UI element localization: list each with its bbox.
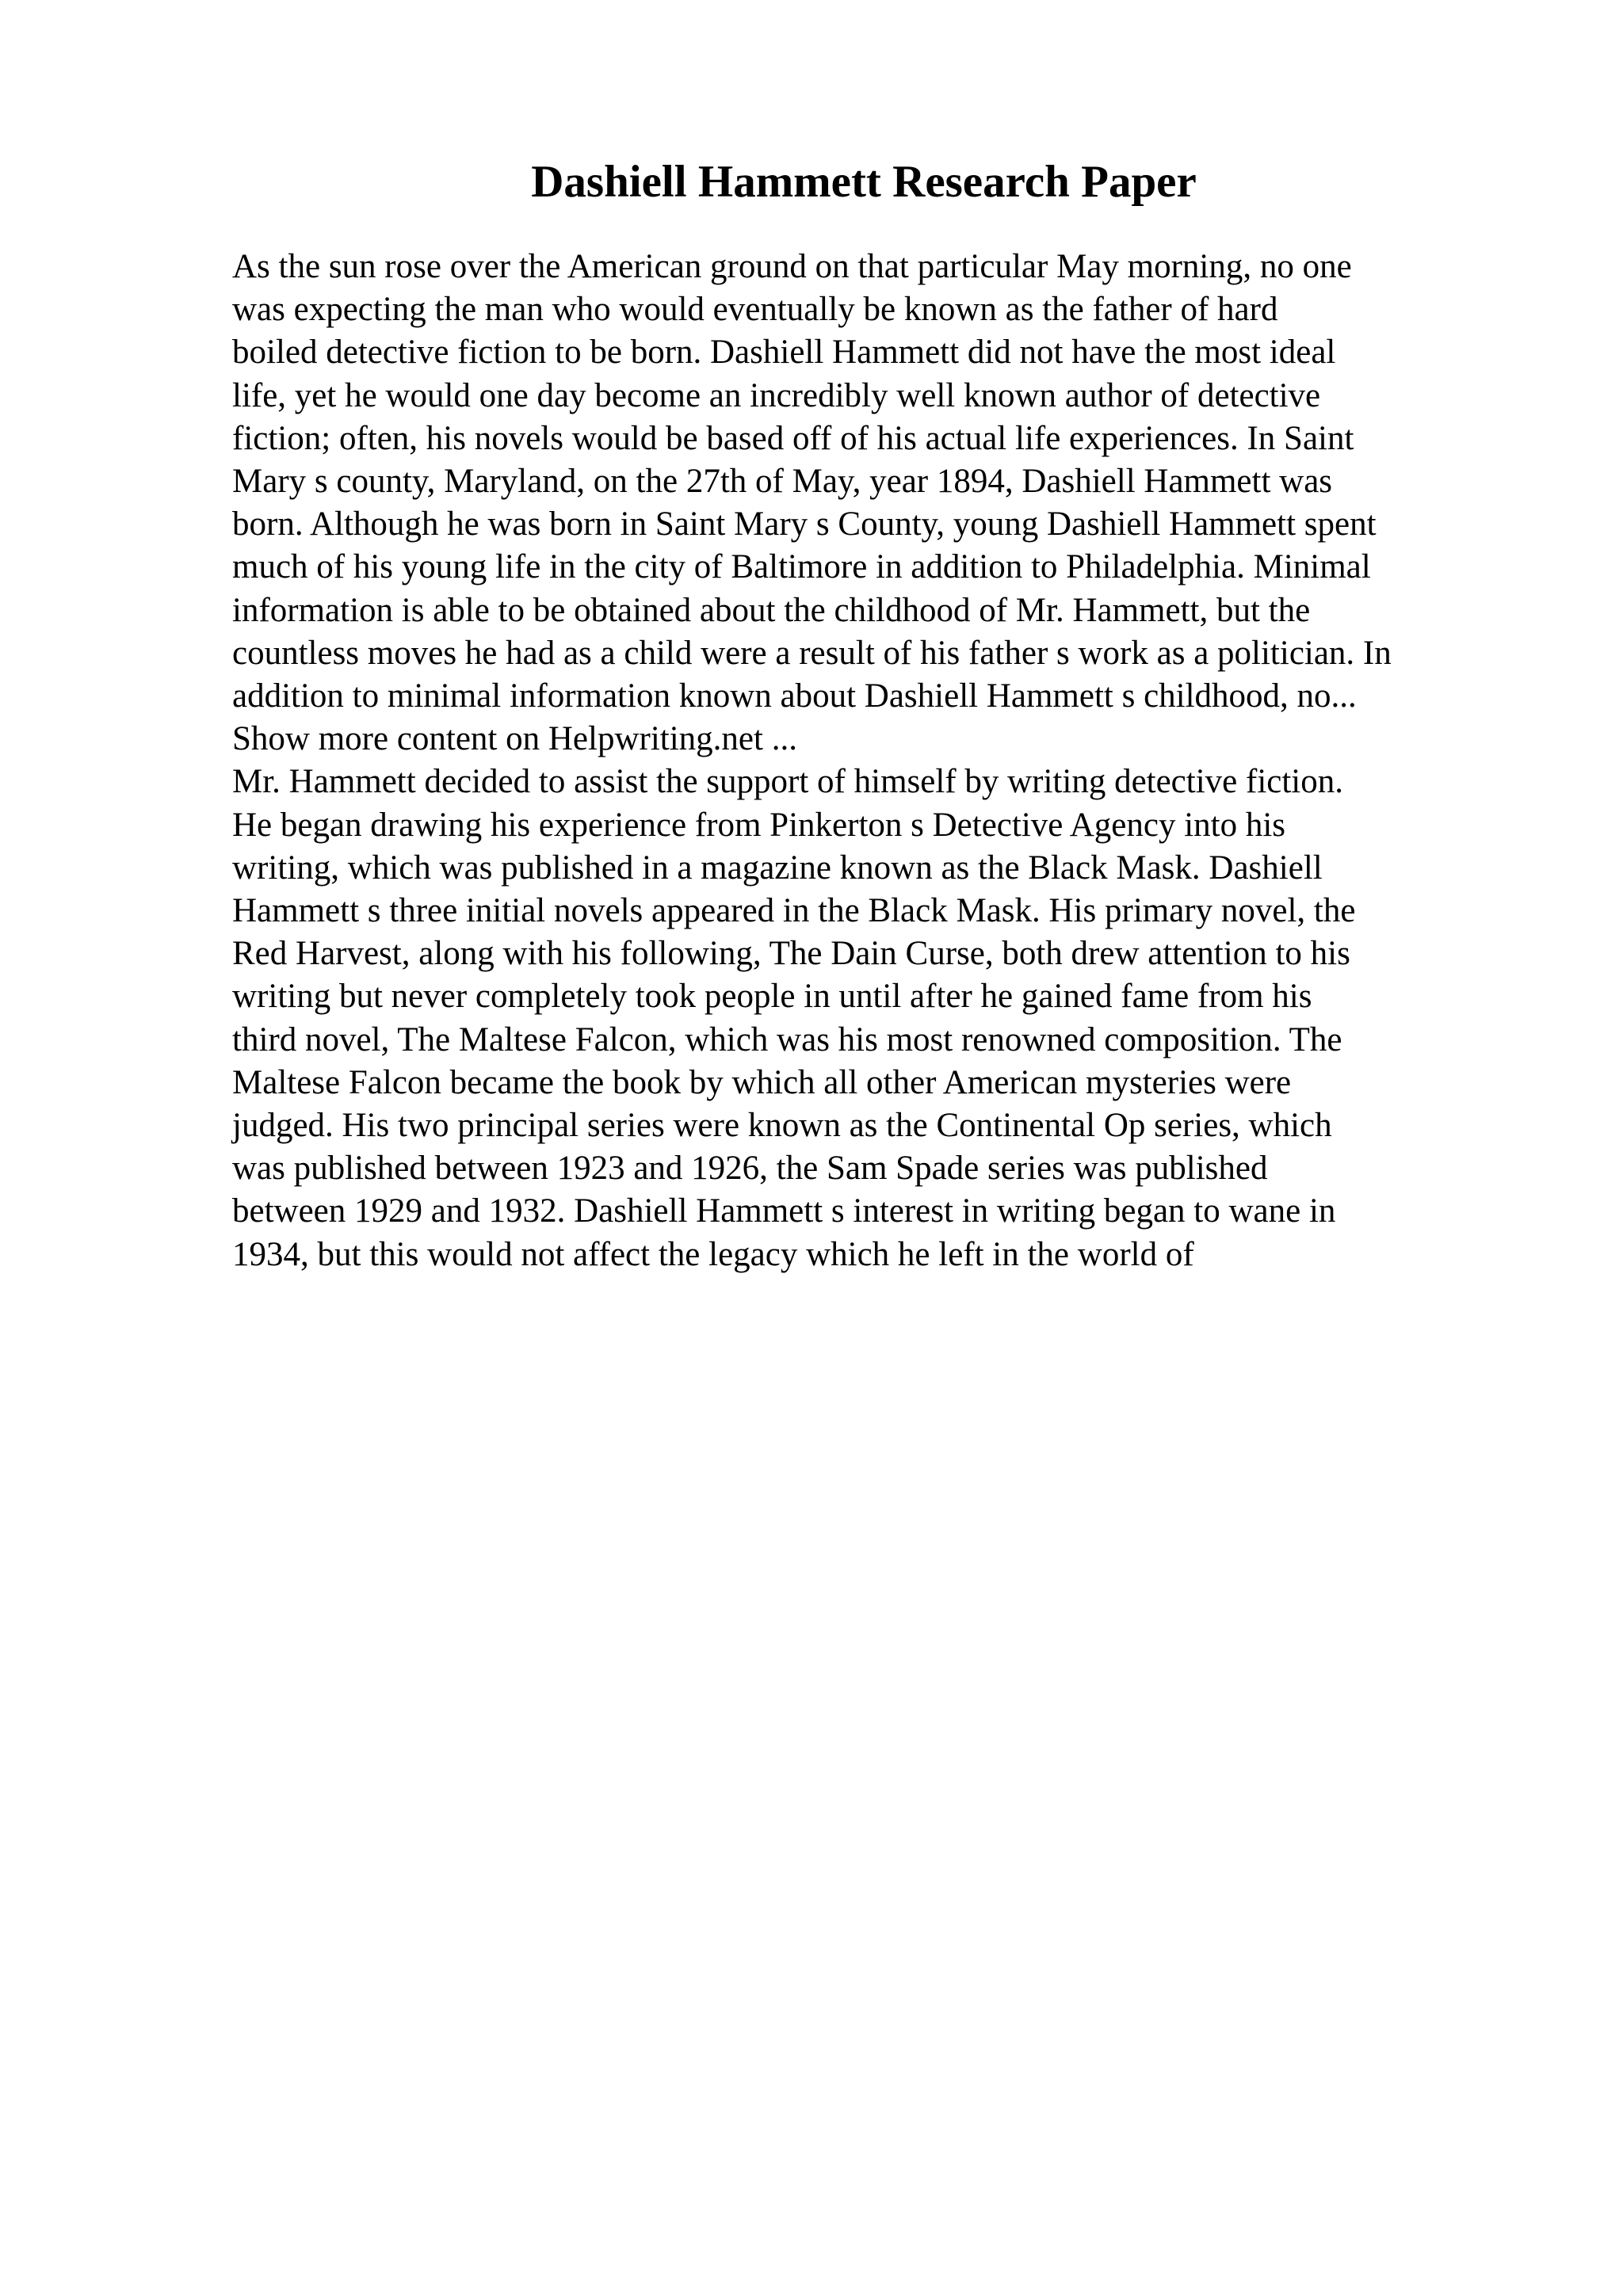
text-line: was expecting the man who would eventually be known as the father of hard	[232, 291, 1278, 329]
text-line: between 1929 and 1932. Dashiell Hammett s interest in writing began to wane in	[232, 1192, 1336, 1230]
text-line: much of his young life in the city of Baltimore in addition to Philadelphia. Minimal	[232, 548, 1371, 586]
text-line: information is able to be obtained about the childhood of Mr. Hammett, but the	[232, 591, 1311, 629]
text-line: Maltese Falcon became the book by which all other American mysteries were	[232, 1063, 1292, 1101]
text-line: boiled detective fiction to be born. Dashiell Hammett did not have the most ideal	[232, 334, 1336, 372]
text-line: writing, which was published in a magazine known as the Black Mask. Dashiell	[232, 849, 1323, 887]
text-line: life, yet he would one day become an incredibly well known author of detective	[232, 376, 1321, 414]
text-line: writing but never completely took people in until after he gained fame from his	[232, 978, 1312, 1016]
text-line: Red Harvest, along with his following, The Dain Curse, both drew attention to his	[232, 935, 1350, 973]
text-line: countless moves he had as a child were a result of his father s work as a politician. In	[232, 634, 1392, 672]
text-line: Mr. Hammett decided to assist the support of himself by writing detective fiction.	[232, 763, 1343, 801]
text-line: was published between 1923 and 1926, the Sam Spade series was published	[232, 1150, 1268, 1188]
show-more-link-text: Show more content on Helpwriting.net ...	[232, 720, 797, 758]
text-line: third novel, The Maltese Falcon, which was his most renowned composition. The	[232, 1020, 1342, 1058]
text-line: fiction; often, his novels would be based off of his actual life experiences. In Saint	[232, 419, 1354, 457]
document-title: Dashiell Hammett Research Paper	[531, 157, 1197, 207]
text-line: Hammett s three initial novels appeared in the Black Mask. His primary novel, the	[232, 892, 1356, 930]
text-line: He began drawing his experience from Pinkerton s Detective Agency into his	[232, 806, 1286, 844]
text-line: addition to minimal information known about Dashiell Hammett s childhood, no...	[232, 677, 1357, 715]
text-line: 1934, but this would not affect the legacy which he left in the world of	[232, 1235, 1194, 1273]
text-line: judged. His two principal series were known as the Continental Op series, which	[232, 1107, 1332, 1145]
text-line: born. Although he was born in Saint Mary s County, young Dashiell Hammett spent	[232, 505, 1377, 543]
document-body	[232, 246, 1500, 1276]
text-line: Mary s county, Maryland, on the 27th of May, year 1894, Dashiell Hammett was	[232, 463, 1333, 501]
text-line: As the sun rose over the American ground on that particular May morning, no one	[232, 248, 1352, 285]
